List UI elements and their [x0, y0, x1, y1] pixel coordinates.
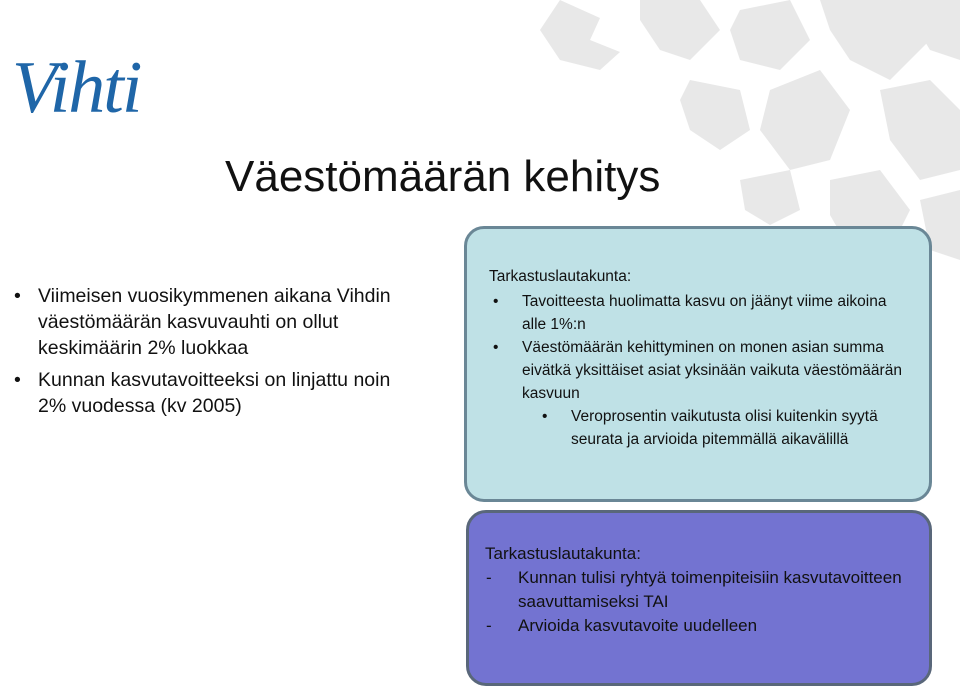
leaf-icon	[740, 170, 800, 225]
box-heading: Tarkastuslautakunta:	[485, 544, 641, 563]
list-item: - Kunnan tulisi ryhtyä toimenpiteisiin kasvutavoitteen saavuttamiseksi TAI	[485, 566, 915, 614]
list-item: • Väestömäärän kehittyminen on monen asian summa eivätkä yksittäiset asiat yksinään vaikuta väestömäärän kasvuun	[489, 336, 913, 405]
audit-findings-box	[464, 226, 932, 502]
findings-list	[489, 290, 913, 405]
leaf-icon	[880, 80, 960, 180]
leaf-icon	[640, 0, 720, 60]
logo-text: Vihti	[12, 47, 141, 129]
list-item: • Veroprosentin vaikutusta olisi kuitenkin syytä seurata ja arvioida pitemmällä aikavälillä	[489, 405, 913, 451]
list-item: • Viimeisen vuosikymmenen aikana Vihdin väestömäärän kasvuvauhti on ollut keskimäärin 2% luokkaa	[14, 283, 414, 361]
recommendations-list	[485, 566, 915, 638]
list-item: • Tavoitteesta huolimatta kasvu on jäänyt viime aikoina alle 1%:n	[489, 290, 913, 336]
box-heading: Tarkastuslautakunta:	[489, 268, 632, 285]
leaf-icon	[760, 70, 850, 170]
page-title: Väestömäärän kehitys	[225, 152, 661, 201]
list-item: • Kunnan kasvutavoitteeksi on linjattu noin 2% vuodessa (kv 2005)	[14, 367, 414, 419]
audit-recommendations-box	[466, 510, 932, 686]
vihti-logo	[10, 30, 210, 130]
findings-sublist	[489, 405, 913, 451]
leaf-icon	[540, 0, 620, 70]
list-item: - Arvioida kasvutavoite uudelleen	[485, 614, 915, 638]
leaf-icon	[680, 80, 750, 150]
leaf-icon	[730, 0, 810, 70]
left-bullet-list	[14, 283, 414, 425]
